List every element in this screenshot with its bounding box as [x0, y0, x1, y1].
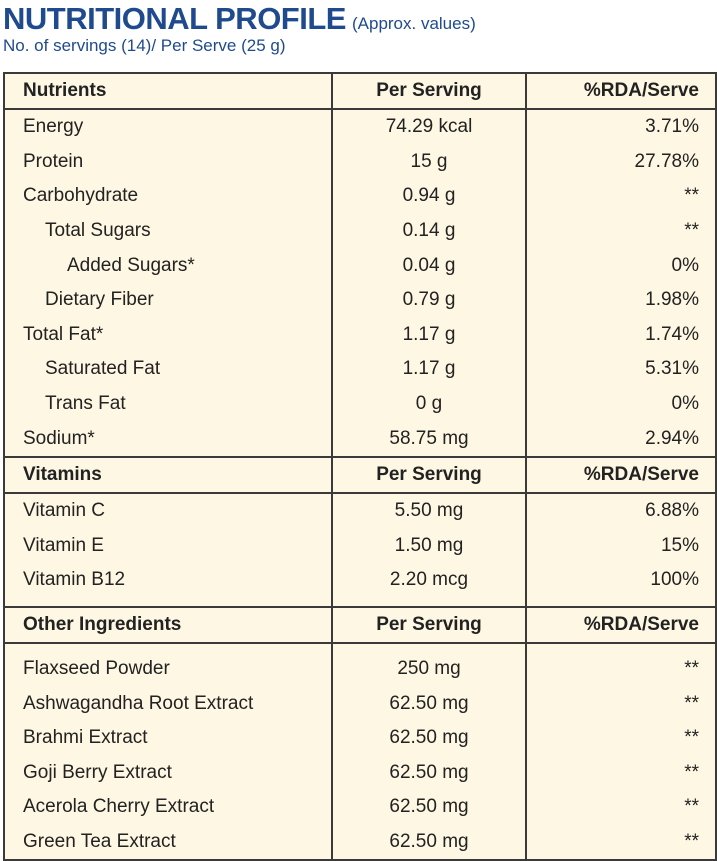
title-row — [3, 0, 476, 38]
rda-heading: %RDA/Serve — [526, 607, 716, 643]
rda-heading: %RDA/Serve — [526, 457, 716, 493]
vitamin-name: Vitamin C — [4, 493, 332, 529]
table-row — [4, 109, 716, 145]
per-serving-value: 5.50 mg — [332, 493, 526, 529]
per-serving-value: 62.50 mg — [332, 686, 526, 721]
ingredient-name: Acerola Cherry Extract — [4, 790, 332, 825]
table-row — [4, 756, 716, 791]
rda-value: 0% — [526, 248, 716, 283]
rda-value: 1.74% — [526, 318, 716, 353]
per-serving-value: 15 g — [332, 145, 526, 180]
nutrient-name: Total Sugars — [4, 214, 332, 249]
per-serving-value: 0.04 g — [332, 248, 526, 283]
table-row — [4, 652, 716, 687]
ingredient-name: Goji Berry Extract — [4, 756, 332, 791]
per-serving-value: 58.75 mg — [332, 421, 526, 457]
per-serving-heading: Per Serving — [332, 457, 526, 493]
per-serving-value: 2.20 mcg — [332, 563, 526, 598]
vitamins-heading: Vitamins — [4, 457, 332, 493]
table-row — [4, 248, 716, 283]
page-title: NUTRITIONAL PROFILE — [3, 1, 346, 36]
per-serving-value: 1.50 mg — [332, 529, 526, 564]
other-ingredients-heading: Other Ingredients — [4, 607, 332, 643]
nutrient-name: Added Sugars* — [4, 248, 332, 283]
rda-value: 3.71% — [526, 109, 716, 145]
nutrients-heading: Nutrients — [4, 73, 332, 109]
table-row — [4, 145, 716, 180]
spacer-row — [4, 643, 716, 652]
ingredient-name: Flaxseed Powder — [4, 652, 332, 687]
rda-value: ** — [526, 214, 716, 249]
rda-value: 0% — [526, 387, 716, 422]
per-serving-value: 74.29 kcal — [332, 109, 526, 145]
per-serving-value: 1.17 g — [332, 318, 526, 353]
rda-value: ** — [526, 686, 716, 721]
ingredient-name: Ashwagandha Root Extract — [4, 686, 332, 721]
rda-value: ** — [526, 825, 716, 861]
per-serving-heading: Per Serving — [332, 73, 526, 109]
per-serving-value: 0.94 g — [332, 179, 526, 214]
table-row — [4, 283, 716, 318]
vitamin-name: Vitamin B12 — [4, 563, 332, 598]
rda-value: ** — [526, 790, 716, 825]
approx-note: (Approx. values) — [351, 14, 476, 33]
table-row — [4, 686, 716, 721]
rda-value: 1.98% — [526, 283, 716, 318]
table-row — [4, 825, 716, 861]
rda-heading: %RDA/Serve — [526, 73, 716, 109]
nutrient-name: Protein — [4, 145, 332, 180]
nutrient-name: Energy — [4, 109, 332, 145]
nutrient-name: Dietary Fiber — [4, 283, 332, 318]
per-serving-value: 0.79 g — [332, 283, 526, 318]
table-row — [4, 790, 716, 825]
per-serving-value: 62.50 mg — [332, 756, 526, 791]
table-row — [4, 493, 716, 529]
rda-value: 100% — [526, 563, 716, 598]
table-row — [4, 421, 716, 457]
rda-value: 2.94% — [526, 421, 716, 457]
vitamins-header-row — [4, 457, 716, 493]
nutrient-name: Trans Fat — [4, 387, 332, 422]
ingredient-name: Green Tea Extract — [4, 825, 332, 861]
rda-value: 6.88% — [526, 493, 716, 529]
table-row — [4, 318, 716, 353]
nutrient-name: Total Fat* — [4, 318, 332, 353]
table-row — [4, 529, 716, 564]
rda-value: ** — [526, 179, 716, 214]
nutrition-table — [3, 72, 717, 861]
rda-value: 15% — [526, 529, 716, 564]
ingredient-name: Brahmi Extract — [4, 721, 332, 756]
vitamin-name: Vitamin E — [4, 529, 332, 564]
nutrient-name: Sodium* — [4, 421, 332, 457]
per-serving-value: 250 mg — [332, 652, 526, 687]
per-serving-value: 0.14 g — [332, 214, 526, 249]
header — [3, 0, 677, 70]
nutrient-name: Carbohydrate — [4, 179, 332, 214]
per-serving-value: 1.17 g — [332, 352, 526, 387]
servings-info: No. of servings (14)/ Per Serve (25 g) — [3, 36, 286, 55]
nutrient-name: Saturated Fat — [4, 352, 332, 387]
per-serving-value: 62.50 mg — [332, 790, 526, 825]
per-serving-value: 62.50 mg — [332, 825, 526, 861]
table-row — [4, 179, 716, 214]
nutrients-header-row — [4, 73, 716, 109]
rda-value: 5.31% — [526, 352, 716, 387]
per-serving-value: 62.50 mg — [332, 721, 526, 756]
rda-value: 27.78% — [526, 145, 716, 180]
table-row — [4, 721, 716, 756]
rda-value: ** — [526, 756, 716, 791]
spacer-row — [4, 598, 716, 607]
table-row — [4, 352, 716, 387]
rda-value: ** — [526, 652, 716, 687]
table-row — [4, 214, 716, 249]
per-serving-heading: Per Serving — [332, 607, 526, 643]
rda-value: ** — [526, 721, 716, 756]
other-ingredients-header-row — [4, 607, 716, 643]
table-row — [4, 563, 716, 598]
table-row — [4, 387, 716, 422]
per-serving-value: 0 g — [332, 387, 526, 422]
